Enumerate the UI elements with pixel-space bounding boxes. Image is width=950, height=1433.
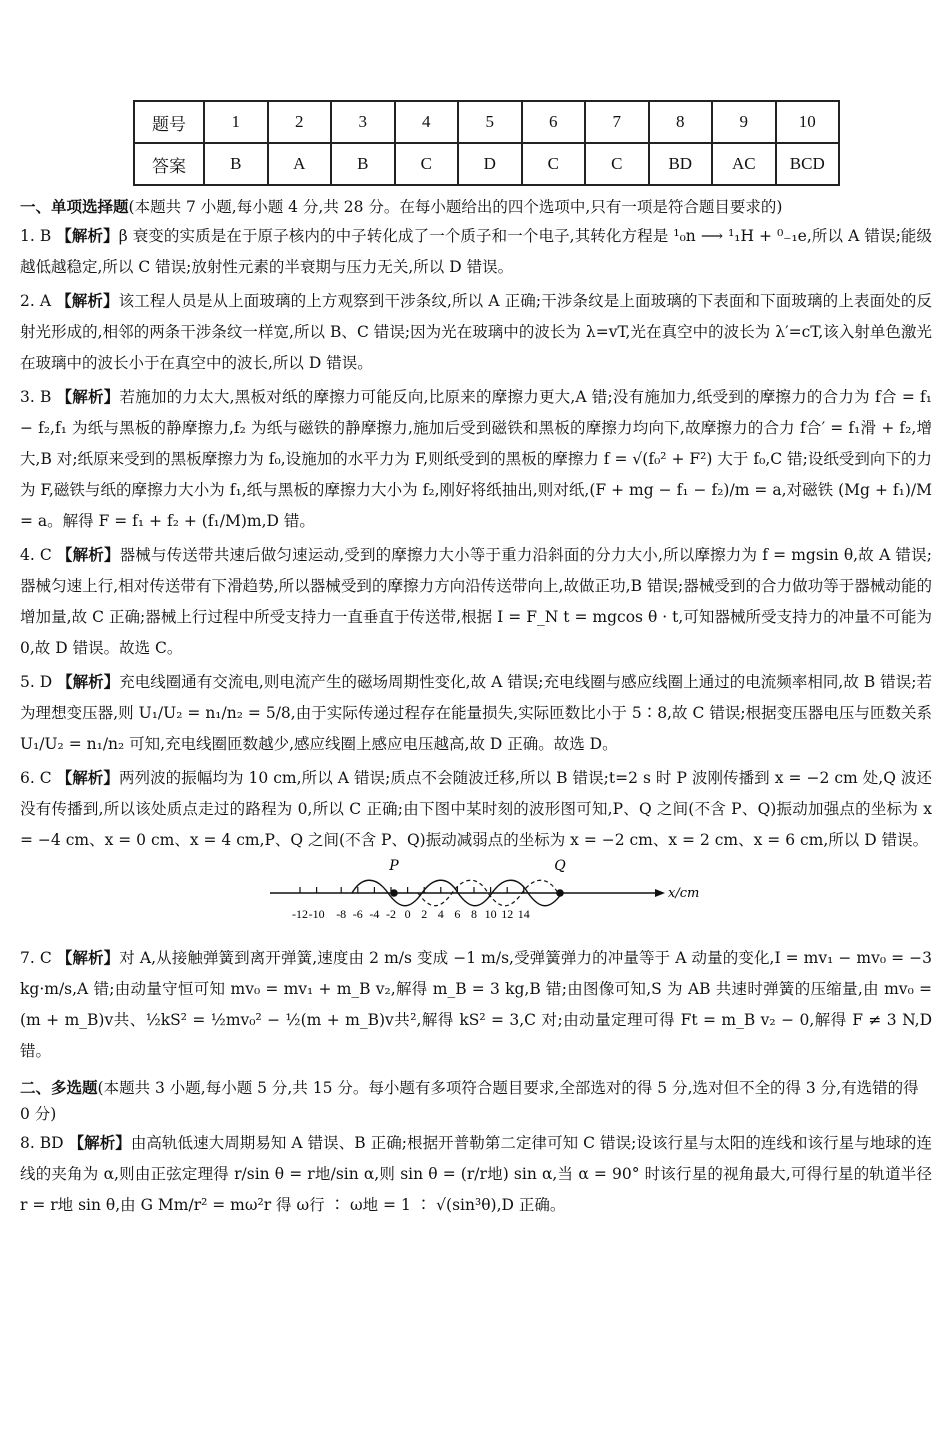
item-number: 5. D (20, 673, 53, 691)
wave-diagram (270, 858, 710, 938)
number-cell: 6 (522, 101, 586, 143)
item-text: 对 A,从接触弹簧到离开弹簧,速度由 2 m/s 变成 −1 m/s,受弹簧弹力的冲量等于 A 动量的变化,I = mv₁ − mv₀ = −3 kg·m/s,A 错;由动量守恒可知 mv₀ = mv₁ + m_B v₂,解得 m_B = 3 kg,B 错;由图像可知,S 为 AB 共速时弹簧的压缩量,由 mv₀ = (m + m_B)v共、½kS² = ½mv₀² − ½(m + m_B)v共²,解得 kS² = 3,C 对;由动量定理可得 Ft = m_B v₂ − 0,解得 F ≠ 3 N,D 错。 (20, 949, 932, 1060)
item-text: 器械与传送带共速后做匀速运动,受到的摩擦力大小等于重力沿斜面的分力大小,所以摩擦力为 f = mgsin θ,故 A 错误;器械匀速上行,相对传送带有下滑趋势,所以器械受到的摩擦力方向沿传送带向上,故做正功,B 错误;器械受到的合力做功等于器械动能的增加量,故 C 正确;器械上行过程中所受支持力一直垂直于传送带,根据 I = F_N t = mgcos θ · t,可知器械所受支持力的冲量不可能为 0,故 D 错误。故选 C。 (20, 546, 932, 657)
row-header-answer: 答案 (134, 143, 204, 185)
analysis-tag: 【解析】 (56, 948, 120, 967)
solution-item-8 (20, 1127, 932, 1221)
point-p (390, 889, 398, 897)
solution-item-2 (20, 285, 932, 379)
item-text: 若施加的力太大,黑板对纸的摩擦力可能反向,比原来的摩擦力更大,A 错;没有施加力,纸受到的摩擦力的合力为 f合 = f₁ − f₂,f₁ 为纸与黑板的静摩擦力,f₂ 为纸与磁铁的静摩擦力,施加后受到磁铁和黑板的摩擦力均向下,故摩擦力的合力 f合′ = f₁滑 + f₂,增大,B 对;纸原来受到的黑板摩擦力为 f₀,设施加的水平力为 F,则纸受到的黑板的摩擦力 f = √(f₀² + F²) 大于 f₀,C 错;设纸受到向下的力为 F,磁铁与纸的摩擦力大小为 f₁,纸与黑板的摩擦力大小为 f₂,刚好将纸抽出,则对纸,(F + mg − f₁ − f₂)/m = a,对磁铁 (Mg + f₁)/M = a。解得 F = f₁ + f₂ + (f₁/M)m,D 错。 (20, 388, 932, 530)
analysis-tag: 【解析】 (56, 545, 120, 564)
item-text: 由高轨低速大周期易知 A 错误、B 正确;根据开普勒第二定律可知 C 错误;设该行星与太阳的连线和该行星与地球的连线的夹角为 α,则由正弦定理得 r/sin θ = r地/sin α,则 sin θ = (r/r地) sin α,当 α = 90° 时该行星的视角最大,可得行星的轨道半径 r = r地 sin θ,由 G Mm/r² = mω²r 得 ω行 ∶ ω地 = 1 ∶ √(sin³θ),D 正确。 (20, 1134, 932, 1214)
label-q: Q (554, 858, 566, 874)
item-text: 充电线圈通有交流电,则电流产生的磁场周期性变化,故 A 错误;充电线圈与感应线圈上通过的电流频率相同,故 B 错误;若为理想变压器,则 U₁/U₂ = n₁/n₂ = 5/8,由于实际传递过程存在能量损失,实际匝数比小于 5∶8,故 C 错误;根据变压器电压与匝数关系 U₁/U₂ = n₁/n₂ 可知,充电线圈匝数越少,感应线圈上感应电压越高,故 D 正确。故选 D。 (20, 673, 932, 753)
item-number: 8. BD (20, 1134, 64, 1152)
answer-cell: B (331, 143, 395, 185)
solution-item-5 (20, 666, 932, 760)
tick-label: 4 (437, 907, 444, 921)
label-p: P (389, 858, 399, 874)
item-text: 该工程人员是从上面玻璃的上方观察到干涉条纹,所以 A 正确;干涉条纹是上面玻璃的下表面和下面玻璃的上表面处的反射光形成的,相邻的两条干涉条纹一样宽,所以 B、C 错误;因为光在玻璃中的波长为 λ=vT,光在真空中的波长为 λ′=cT,该入射单色激光在玻璃中的波长小于在真空中的波长,所以 D 错误。 (20, 292, 932, 372)
number-cell: 5 (458, 101, 522, 143)
number-cell: 8 (649, 101, 713, 143)
section-title: 一、单项选择题 (20, 197, 129, 216)
analysis-tag: 【解析】 (56, 226, 119, 245)
tick-label: 10 (484, 907, 497, 921)
solution-item-7 (20, 942, 932, 1067)
answer-cell: BD (649, 143, 713, 185)
answer-row (134, 143, 839, 185)
section-note: (本题共 7 小题,每小题 4 分,共 28 分。在每小题给出的四个选项中,只有一项是符合题目要求的) (128, 198, 783, 216)
solution-item-6 (20, 762, 932, 856)
answer-page (20, 100, 932, 1221)
tick-label-group (292, 907, 530, 921)
number-cell: 2 (268, 101, 332, 143)
tick-label: -2 (386, 907, 396, 921)
answer-cell: BCD (776, 143, 840, 185)
wave-figure (20, 858, 932, 938)
tick-label: -4 (369, 907, 380, 921)
item-number: 7. C (20, 949, 52, 967)
tick-label: 8 (471, 907, 477, 921)
number-cell: 1 (204, 101, 268, 143)
analysis-tag: 【解析】 (56, 768, 119, 787)
item-number: 6. C (20, 769, 52, 787)
tick-label: -12 (292, 907, 308, 921)
tick-label: -8 (336, 907, 347, 921)
axis-arrow (655, 889, 665, 897)
section-heading-multi (20, 1075, 932, 1127)
answer-cell: A (268, 143, 332, 185)
answer-cell: D (458, 143, 522, 185)
item-number: 1. B (20, 227, 52, 245)
tick-label: 0 (404, 907, 411, 921)
tick-label: -6 (352, 907, 363, 921)
number-cell: 3 (331, 101, 395, 143)
section-heading-single (20, 194, 932, 220)
number-cell: 9 (712, 101, 776, 143)
solution-item-3 (20, 381, 932, 537)
tick-label: -10 (308, 907, 325, 921)
number-cell: 7 (585, 101, 649, 143)
answer-cell: C (522, 143, 586, 185)
answer-cell: C (395, 143, 459, 185)
number-cell: 4 (395, 101, 459, 143)
section-note: (本题共 3 小题,每小题 5 分,共 15 分。每小题有多项符合题目要求,全部选对的得 5 分,选对但不全的得 3 分,有选错的得 0 分) (20, 1079, 919, 1123)
item-number: 4. C (20, 546, 52, 564)
analysis-tag: 【解析】 (56, 387, 120, 406)
answer-cell: C (585, 143, 649, 185)
point-q (556, 889, 564, 897)
tick-label: 12 (501, 907, 514, 921)
answer-cell: B (204, 143, 268, 185)
answer-table (133, 100, 840, 186)
axis-label: x/cm (668, 886, 700, 901)
tick-label: 14 (517, 907, 530, 921)
item-number: 2. A (20, 292, 52, 310)
tick-group (300, 887, 524, 893)
item-text: β 衰变的实质是在于原子核内的中子转化成了一个质子和一个电子,其转化方程是 ¹₀n ⟶ ¹₁H + ⁰₋₁e,所以 A 错误;能级越低越稳定,所以 C 错误;放射性元素的半衰期与压力无关,所以 D 错误。 (20, 227, 932, 276)
solution-item-4 (20, 539, 932, 664)
section-title: 二、多选题 (20, 1078, 98, 1097)
solution-item-1 (20, 220, 932, 283)
row-header-number: 题号 (134, 101, 204, 143)
analysis-tag: 【解析】 (57, 672, 120, 691)
number-cell: 10 (776, 101, 840, 143)
analysis-tag: 【解析】 (68, 1133, 131, 1152)
analysis-tag: 【解析】 (56, 291, 119, 310)
number-row (134, 101, 839, 143)
item-number: 3. B (20, 388, 52, 406)
answer-cell: AC (712, 143, 776, 185)
tick-label: 6 (454, 907, 461, 921)
item-text: 两列波的振幅均为 10 cm,所以 A 错误;质点不会随波迁移,所以 B 错误;t=2 s 时 P 波刚传播到 x = −2 cm 处,Q 波还没有传播到,所以该处质点走过的路程为 0,所以 C 正确;由下图中某时刻的波形图可知,P、Q 之间(不含 P、Q)振动加强点的坐标为 x = −4 cm、x = 0 cm、x = 4 cm,P、Q 之间(不含 P、Q)振动减弱点的坐标为 x = −2 cm、x = 2 cm、x = 6 cm,所以 D 错误。 (20, 769, 932, 849)
tick-label: 2 (421, 907, 428, 921)
